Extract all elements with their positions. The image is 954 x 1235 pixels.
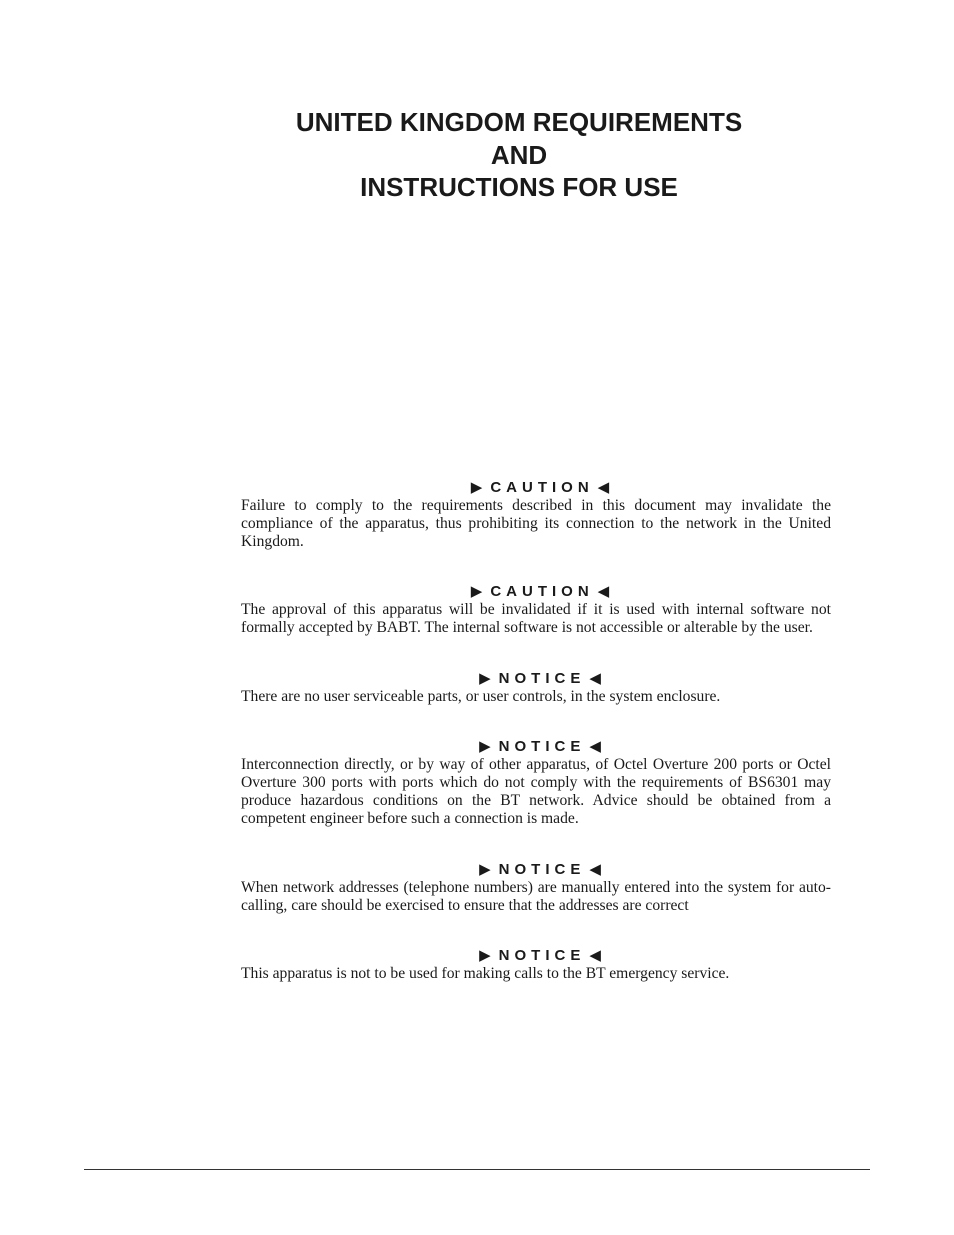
heading-label: NOTICE (498, 947, 586, 964)
left-pointer-icon: ◀ (589, 738, 601, 755)
left-pointer-icon: ◀ (597, 479, 610, 496)
notice-block-1 (241, 670, 831, 706)
right-pointer-icon: ▶ (479, 738, 491, 755)
right-pointer-icon: ▶ (479, 861, 491, 878)
caution-block-1 (241, 479, 831, 551)
heading-label: NOTICE (498, 861, 586, 878)
notice-heading (249, 738, 831, 756)
right-pointer-icon: ▶ (479, 947, 491, 964)
heading-label: CAUTION (490, 583, 594, 600)
left-pointer-icon: ◀ (589, 670, 601, 687)
title-line-3: INSTRUCTIONS FOR USE (360, 172, 678, 202)
heading-label: NOTICE (498, 738, 586, 755)
notice-text: Interconnection directly, or by way of other apparatus, of Octel Overture 200 ports or Octel Overture 300 ports with ports which do not comply with the requirements of BS6301 may produce hazardous conditions on the BT network. Advice should be obtained from a competent engineer before such a connection is made. (241, 756, 831, 827)
notice-heading (249, 861, 831, 879)
page-title (0, 106, 954, 204)
right-pointer-icon: ▶ (470, 479, 483, 496)
heading-label: NOTICE (498, 670, 586, 687)
notice-text: There are no user serviceable parts, or user controls, in the system enclosure. (241, 688, 721, 705)
notice-text: This apparatus is not to be used for making calls to the BT emergency service. (241, 965, 730, 982)
left-pointer-icon: ◀ (597, 583, 610, 600)
caution-text: Failure to comply to the requirements described in this document may invalidate the compliance of the apparatus, thus prohibiting its connection to the network in the United Kingdom. (241, 497, 831, 550)
caution-heading (249, 583, 831, 601)
footer-rule (84, 1169, 870, 1170)
title-line-1: UNITED KINGDOM REQUIREMENTS (295, 107, 743, 137)
caution-text: The approval of this apparatus will be invalidated if it is used with internal software not formally accepted by BABT. The internal software is not accessible or alterable by the user. (241, 601, 831, 636)
left-pointer-icon: ◀ (589, 947, 601, 964)
right-pointer-icon: ▶ (470, 583, 483, 600)
left-pointer-icon: ◀ (589, 861, 601, 878)
notice-block-3 (241, 861, 831, 915)
right-pointer-icon: ▶ (479, 670, 491, 687)
notice-block-4 (241, 947, 831, 983)
notice-heading (249, 947, 831, 965)
caution-heading (249, 479, 831, 497)
heading-label: CAUTION (490, 479, 594, 496)
notice-heading (249, 670, 831, 688)
caution-block-2 (241, 583, 831, 637)
notice-block-2 (241, 738, 831, 828)
title-line-2: AND (490, 139, 548, 170)
notice-text: When network addresses (telephone numbers) are manually entered into the system for auto-calling, care should be exercised to ensure that the addresses are correct (241, 879, 831, 914)
